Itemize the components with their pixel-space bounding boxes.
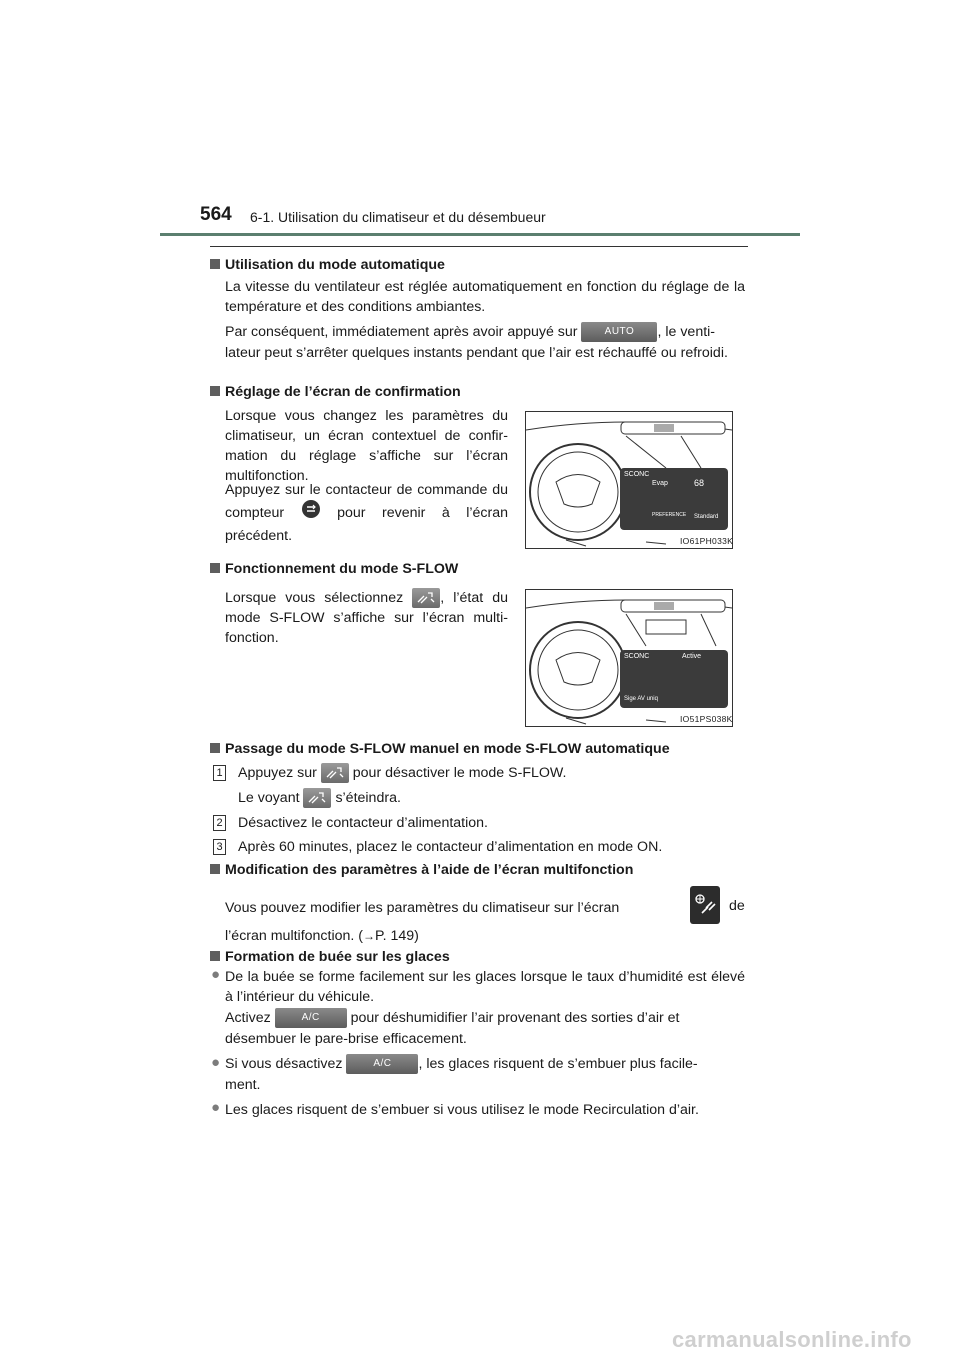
- bullet-2: ●: [211, 1054, 221, 1071]
- step-number-2: 2: [213, 815, 226, 831]
- step-1-indicator: Le voyant s’éteindra.: [238, 788, 748, 808]
- multi-paragraph-1: Vous pouvez modifier les paramètres du climatiseur sur l’écran: [225, 900, 620, 916]
- multi-paragraph-de: de: [729, 898, 745, 914]
- step-number-1: 1: [213, 765, 226, 781]
- auto-paragraph-1: La vitesse du ventilateur est réglée automatiquement en fonction du réglage de la température et des conditions ambiantes.: [225, 279, 745, 315]
- heading-sflow-mode: Fonctionnement du mode S-FLOW: [210, 561, 458, 577]
- auto-paragraph-2: Par conséquent, immédiatement après avoir appuyé sur AUTO , le venti-: [225, 321, 745, 343]
- climate-screen-icon: [690, 886, 720, 924]
- sflow-paragraph: Lorsque vous sélectionnez , l’état du mode S-FLOW s’affiche sur l’écran multi-fonction.: [225, 590, 508, 647]
- ac-button-icon-1: A/C: [275, 1008, 347, 1028]
- meter-switch-icon: [301, 499, 321, 525]
- multi-info-display-1: SCONC Evap 68 PREFERENCE Standard: [620, 468, 728, 530]
- auto-button-icon: AUTO: [581, 322, 657, 342]
- figure-sflow-screen: [525, 589, 733, 727]
- multi-paragraph-2: l’écran multifonction. (→P. 149): [225, 928, 419, 944]
- confirm-paragraph-1: Lorsque vous changez les paramètres du climatiseur, un écran contextuel de confir-mation du réglage s’affiche sur l’écran multifonction.: [225, 408, 508, 484]
- figure-caption-2: IO51PS038K: [680, 714, 733, 724]
- heading-multi-display: Modification des paramètres à l’aide de l’écran multifonction: [210, 862, 633, 878]
- bullet-3: ●: [211, 1099, 221, 1116]
- fog-bullet-1-ac: Activez A/C pour déshumidifier l’air provenant des sorties d’air et: [225, 1007, 745, 1029]
- watermark: carmanualsonline.info: [672, 1327, 912, 1352]
- confirm-paragraph-2: Appuyez sur le contacteur de commande du compteur pour revenir à l’écran précédent.: [225, 482, 508, 544]
- figure-caption-1: IO61PH033K: [680, 536, 734, 546]
- page-number: 564: [200, 204, 232, 225]
- multi-info-display-2: SCONC Active Sige AV uniq: [620, 650, 728, 708]
- sflow-button-icon-step: [321, 763, 349, 783]
- figure-confirm-screen: [525, 411, 733, 549]
- step-1: Appuyez sur pour désactiver le mode S-FLOW.: [238, 763, 748, 783]
- heading-sflow-switch: Passage du mode S-FLOW manuel en mode S-FLOW automatique: [210, 741, 670, 757]
- heading-auto-mode: Utilisation du mode automatique: [210, 257, 445, 273]
- content-rule: [210, 246, 748, 247]
- fog-bullet-1-end: désembuer le pare-brise efficacement.: [225, 1031, 467, 1047]
- step-3: Après 60 minutes, placez le contacteur d’alimentation en mode ON.: [238, 839, 663, 855]
- header-rule: [160, 233, 800, 236]
- step-2: Désactivez le contacteur d’alimentation.: [238, 815, 488, 831]
- fog-bullet-3: Les glaces risquent de s’embuer si vous utilisez le mode Recirculation d’air.: [225, 1102, 699, 1118]
- sflow-indicator-icon: [303, 788, 331, 808]
- fog-bullet-2-end: ment.: [225, 1077, 261, 1093]
- ac-button-icon-2: A/C: [346, 1054, 418, 1074]
- auto-paragraph-3: lateur peut s’arrêter quelques instants pendant que l’air est réchauffé ou refroidi.: [225, 345, 728, 361]
- section-header: 6-1. Utilisation du climatiseur et du désembueur: [250, 209, 546, 225]
- fog-bullet-2: Si vous désactivez A/C , les glaces risquent de s’embuer plus facile-: [225, 1053, 745, 1075]
- heading-window-fog: Formation de buée sur les glaces: [210, 949, 450, 965]
- heading-confirm-screen: Réglage de l’écran de confirmation: [210, 384, 461, 400]
- fog-bullet-1: De la buée se forme facilement sur les glaces lorsque le taux d’humidité est élevé à l’intérieur du véhicule.: [225, 969, 745, 1005]
- sflow-button-icon: [412, 588, 440, 608]
- bullet-1: ●: [211, 966, 221, 983]
- step-number-3: 3: [213, 839, 226, 855]
